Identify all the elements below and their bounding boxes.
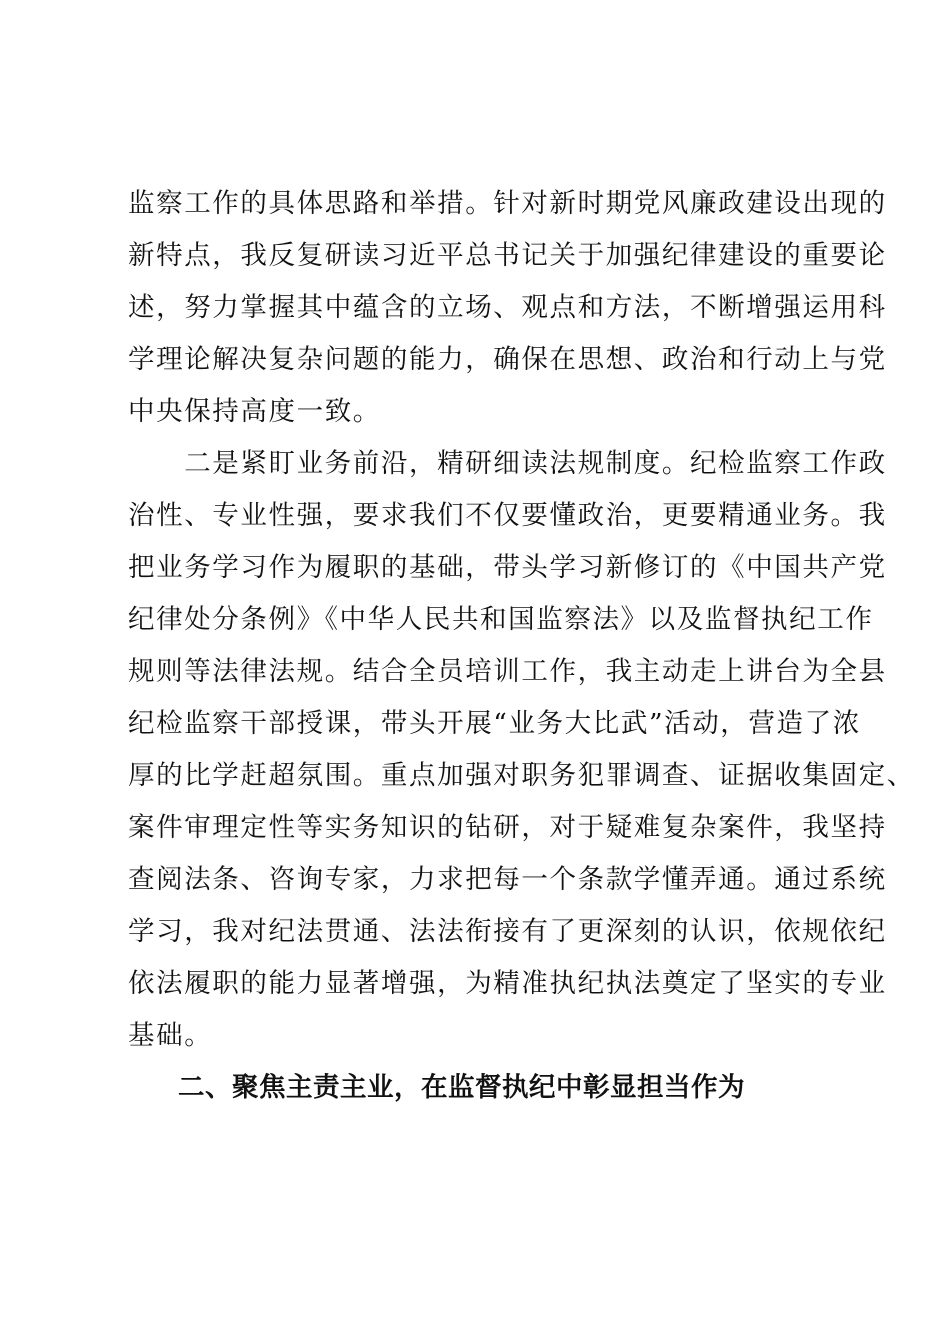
body-text-line: 二是紧盯业务前沿，精研细读法规制度。纪检监察工作政	[128, 448, 887, 479]
body-text-line: 学习，我对纪法贯通、法法衔接有了更深刻的认识，依规依纪	[128, 916, 887, 947]
body-text-line: 把业务学习作为履职的基础，带头学习新修订的《中国共产党	[128, 552, 887, 583]
section-heading: 二、聚焦主责主业，在监督执纪中彰显担当作为	[178, 1072, 745, 1103]
body-text-line: 纪律处分条例》《中华人民共和国监察法》以及监督执纪工作	[128, 604, 874, 635]
body-text-line: 纪检监察干部授课，带头开展“业务大比武”活动，营造了浓	[128, 708, 861, 739]
body-text-line: 基础。	[128, 1020, 213, 1051]
body-text-line: 新特点，我反复研读习近平总书记关于加强纪律建设的重要论	[128, 240, 887, 271]
body-text-line: 规则等法律法规。结合全员培训工作，我主动走上讲台为全县	[128, 656, 887, 687]
body-text-line: 依法履职的能力显著增强，为精准执纪执法奠定了坚实的专业	[128, 968, 887, 999]
body-text-line: 查阅法条、咨询专家，力求把每一个条款学懂弄通。通过系统	[128, 864, 887, 895]
body-text-line: 治性、专业性强，要求我们不仅要懂政治，更要精通业务。我	[128, 500, 887, 531]
body-text-line: 学理论解决复杂问题的能力，确保在思想、政治和行动上与党	[128, 344, 887, 375]
body-text-line: 中央保持高度一致。	[128, 396, 381, 427]
body-text-line: 案件审理定性等实务知识的钻研，对于疑难复杂案件，我坚持	[128, 812, 887, 843]
body-text-line: 述，努力掌握其中蕴含的立场、观点和方法，不断增强运用科	[128, 292, 887, 323]
body-text-line: 监察工作的具体思路和举措。针对新时期党风廉政建设出现的	[128, 188, 887, 219]
body-text-line: 厚的比学赶超氛围。重点加强对职务犯罪调查、证据收集固定、	[128, 760, 915, 791]
